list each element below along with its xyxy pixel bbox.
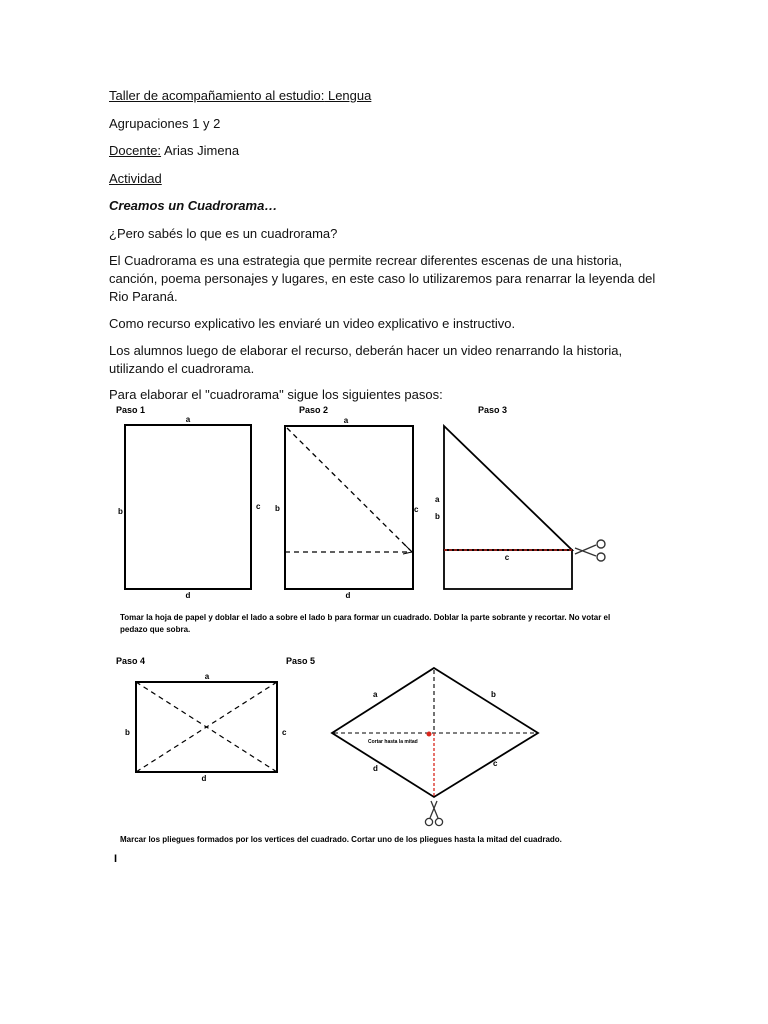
paso4-a-label: a <box>204 672 210 681</box>
paso1-a-label: a <box>185 415 191 424</box>
figure1-caption-line1: Tomar la hoja de papel y doblar el lado a sobre el lado b para formar un cuadrado. Doblar la parte sobrante y recortar. No votar el <box>120 613 611 622</box>
paso5-d-label: d <box>373 764 378 773</box>
paso4-diagonal-2 <box>136 682 277 772</box>
paragraph-3: Los alumnos luego de elaborar el recurso, deberán hacer un video renarrando la historia, utilizando el cuadrorama. <box>109 343 623 376</box>
paso4-d-label: d <box>201 774 207 783</box>
paragraph-4: Para elaborar el "cuadrorama" sigue los siguientes pasos: <box>109 387 443 402</box>
paso4-c-label: c <box>282 728 287 737</box>
actividad-heading: Actividad <box>109 171 162 186</box>
paso2-b-label: b <box>275 504 280 513</box>
cuadrorama-heading: Creamos un Cuadrorama… <box>109 198 278 213</box>
docente-value: Arias Jimena <box>161 143 240 158</box>
paso5-center-mark <box>427 732 432 737</box>
paso5-a-label: a <box>373 690 378 699</box>
paso3-c-label: c <box>504 553 510 562</box>
paso2-sheet <box>285 426 413 589</box>
paso2-diagonal-fold <box>287 428 412 552</box>
paso5-b-label: b <box>491 690 496 699</box>
paso1-c-label: c <box>256 502 261 511</box>
paso1-sheet <box>125 425 251 589</box>
paso3-folded-triangle <box>444 426 572 550</box>
paso3-a-label: a <box>435 495 440 504</box>
agrupaciones-line: Agrupaciones 1 y 2 <box>109 116 221 131</box>
paso2-a-label: a <box>343 416 349 425</box>
paso1-d-label: d <box>185 591 191 600</box>
paso1-label: Paso 1 <box>116 405 146 415</box>
paragraph-1: El Cuadrorama es una estrategia que permite recrear diferentes escenas de una historia, canción, poema personajes y lugares, en este caso lo utilizaremos para renarrar la leyenda del Rio Paraná. <box>109 253 656 304</box>
paso1-b-label: b <box>118 507 123 516</box>
taller-value: Lengua <box>324 88 372 103</box>
question-line: ¿Pero sabés lo que es un cuadrorama? <box>109 226 338 241</box>
paso5-c-label: c <box>493 759 498 768</box>
scissors-icon <box>425 801 442 826</box>
paso2-label: Paso 2 <box>299 405 329 415</box>
paso4-label: Paso 4 <box>116 656 146 666</box>
figure1-caption-line2: pedazo que sobra. <box>120 625 191 634</box>
paso3-b-label: b <box>435 512 440 521</box>
paso3-label: Paso 3 <box>478 405 508 415</box>
paragraph-2: Como recurso explicativo les enviaré un video explicativo e instructivo. <box>109 316 516 331</box>
taller-label: Taller de acompañamiento al estudio: <box>109 88 325 103</box>
footer-mark: I <box>114 853 118 865</box>
paso2-d-label: d <box>345 591 351 600</box>
paso2-c-label: c <box>414 505 419 514</box>
figure2-caption: Marcar los pliegues formados por los vertices del cuadrado. Cortar uno de los pliegues hasta la mitad del cuadrado. <box>120 835 562 844</box>
paso4-b-label: b <box>125 728 130 737</box>
paso5-cut-note: Cortar hasta la mitad <box>368 739 418 745</box>
docente-label: Docente: <box>109 143 162 158</box>
paso5-label: Paso 5 <box>286 656 316 666</box>
scissors-icon <box>575 540 605 561</box>
